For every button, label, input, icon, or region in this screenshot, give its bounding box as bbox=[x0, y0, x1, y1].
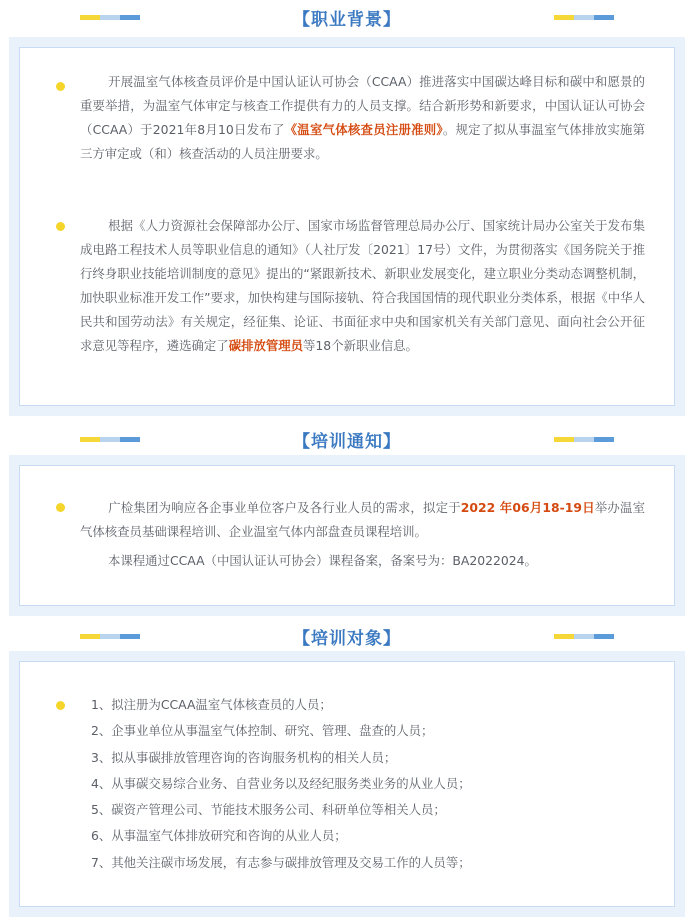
highlight-regulation-title: 《温室气体核查员注册准则》 bbox=[284, 122, 443, 137]
bullet-dot-icon bbox=[56, 701, 65, 710]
bullet-dot-icon bbox=[56, 503, 65, 512]
heading-decoration-right bbox=[554, 437, 614, 442]
paragraph-background-2: 根据《人力资源社会保障部办公厅、国家市场监督管理总局办公厅、国家统计局办公室关于发布集成电路工程技术人员等职业信息的通知》（人社厅发〔2021〕17号）文件，为贯彻落实《国务院关于推行终身职业技能培训制度的意见》提出的“紧跟新技术、新职业发展变化，建立职业分类动态调整机制，加快职业标准开发工作”要求，加快构建与国际接轨、符合我国国情的现代职业分类体系，根据《中华人民共和国劳动法》有关规定，经征集、论证、书面征求中央和国家机关有关部门意见、面向社会公开征求意见等程序，遴选确定了碳排放管理员等18个新职业信息。 bbox=[80, 218, 645, 353]
list-item: 4、从事碳交易综合业务、自营业务以及经纪服务类业务的从业人员； bbox=[91, 775, 471, 791]
list-item: 7、其他关注碳市场发展，有志参与碳排放管理及交易工作的人员等； bbox=[91, 854, 471, 870]
highlight-training-date: 2022 年06月18-19日 bbox=[460, 500, 595, 515]
heading-decoration-right bbox=[554, 15, 614, 20]
list-item: 5、碳资产管理公司、节能技术服务公司、科研单位等相关人员； bbox=[91, 802, 446, 818]
list-item: 3、拟从事碳排放管理咨询的咨询服务机构的相关人员； bbox=[91, 749, 397, 765]
list-item: 2、企事业单位从事温室气体控制、研究、管理、盘查的人员； bbox=[91, 723, 434, 739]
bullet-dot-icon bbox=[56, 222, 65, 231]
section-heading-notice bbox=[0, 427, 694, 457]
highlight-job-title: 碳排放管理员 bbox=[228, 338, 304, 353]
paragraph-notice-1: 广检集团为响应各企事业单位客户及各行业人员的需求，拟定于2022 年06月18-19日举办温室气体核查员基础课程培训、企业温室气体内部盘查员课程培训。 bbox=[80, 500, 646, 539]
paragraph-notice-2: 本课程通过CCAA（中国认证认可协会）课程备案，备案号为：BA2022024。 bbox=[108, 553, 537, 568]
list-item: 1、拟注册为CCAA温室气体核查员的人员； bbox=[91, 697, 332, 712]
audience-list bbox=[91, 692, 471, 876]
list-item: 6、从事温室气体排放研究和咨询的从业人员； bbox=[91, 828, 347, 844]
section-heading-background bbox=[0, 5, 694, 35]
section-title-notice: 【培训通知】 bbox=[293, 432, 401, 452]
section-heading-audience bbox=[0, 624, 694, 654]
section-title-background: 【职业背景】 bbox=[293, 10, 401, 30]
heading-decoration-right bbox=[554, 634, 614, 639]
section-title-audience: 【培训对象】 bbox=[293, 629, 401, 649]
bullet-dot-icon bbox=[56, 82, 65, 91]
paragraph-background-1: 开展温室气体核查员评价是中国认证认可协会（CCAA）推进落实中国碳达峰目标和碳中和愿景的重要举措，为温室气体审定与核查工作提供有力的人员支撑。结合新形势和新要求，中国认证认可协会（CCAA）于2021年8月10日发布了《温室气体核查员注册准则》。规定了拟从事温室气体排放实施第三方审定或（和）核查活动的人员注册要求。 bbox=[80, 74, 645, 161]
